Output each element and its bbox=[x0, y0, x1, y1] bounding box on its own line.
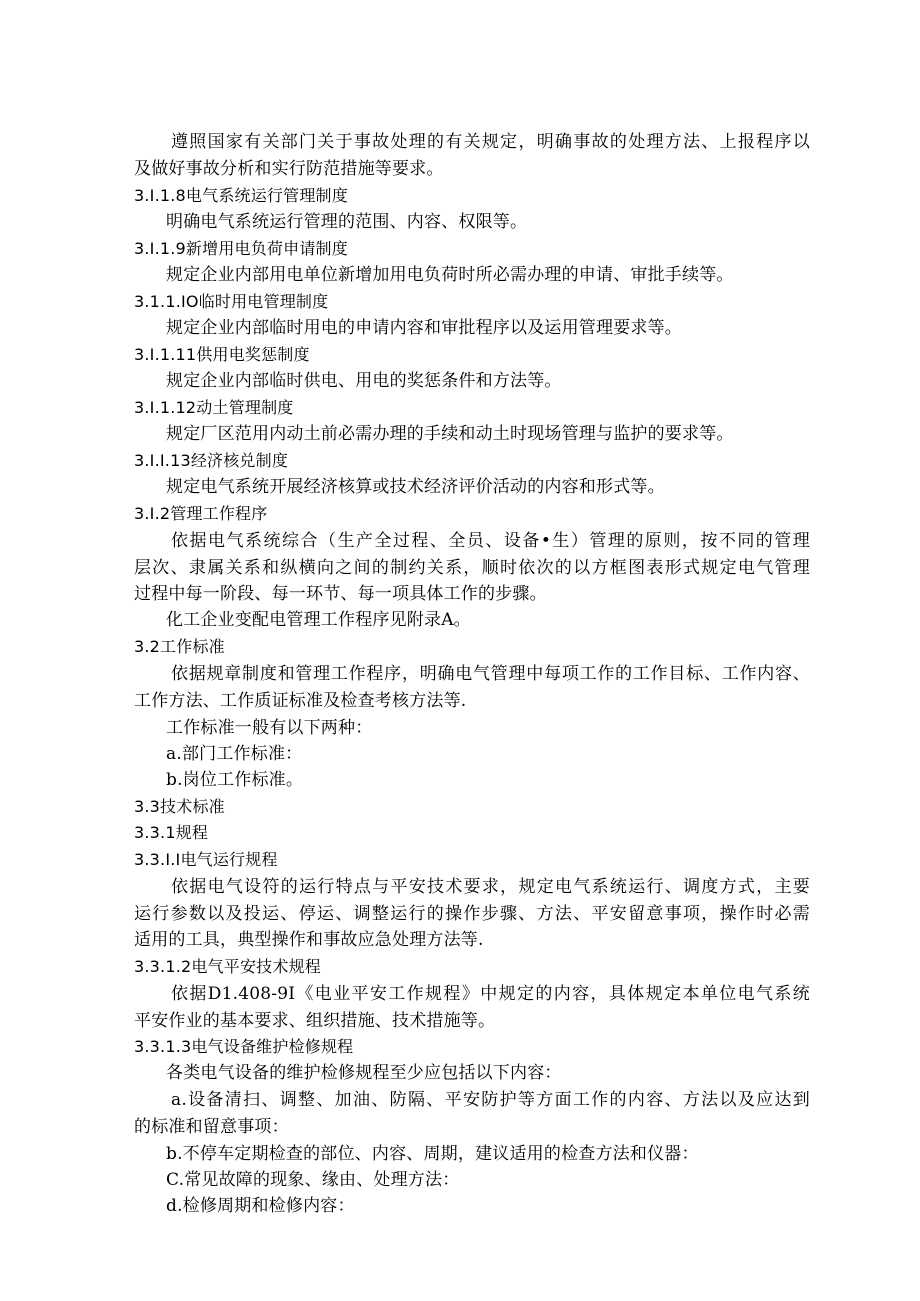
paragraph-line: 的标准和留意事项： bbox=[134, 1117, 289, 1137]
paragraph-line: 明确电气系统运行管理的范围、内容、权限等。 bbox=[166, 212, 528, 232]
section-heading: 3.1.1.IO临时用电管理制度 bbox=[134, 292, 329, 311]
paragraph-line: 依据D1.408-9I《电业平安工作规程》中规定的内容，具体规定本单位电气系统 bbox=[171, 984, 810, 1004]
paragraph-line: 规定企业内部临时供电、用电的奖惩条件和方法等。 bbox=[166, 371, 562, 391]
paragraph-line: 依据电气设符的运行特点与平安技术要求，规定电气系统运行、调度方式，主要 bbox=[171, 877, 810, 897]
list-item: d.检修周期和检修内容： bbox=[166, 1196, 355, 1216]
list-item: b.不停车定期检查的部位、内容、周期，建议适用的检查方法和仪器： bbox=[166, 1144, 699, 1164]
section-heading: 3.I.1.11供用电奖惩制度 bbox=[134, 345, 310, 364]
paragraph-line: 及做好事故分析和实行防范措施等要求。 bbox=[134, 159, 444, 179]
section-heading: 3.I.1.12动土管理制度 bbox=[134, 398, 294, 417]
section-heading: 3.I.I.13经济核兑制度 bbox=[134, 451, 289, 470]
paragraph-line: 依据电气系统综合（生产全过程、全员、设备•生）管理的原则，按不同的管理 bbox=[171, 531, 810, 551]
paragraph-line: 化工企业变配电管理工作程序见附录A。 bbox=[166, 610, 471, 630]
list-item: C.常见故障的现象、缘由、处理方法： bbox=[166, 1170, 460, 1190]
paragraph-line: 规定企业内部用电单位新增加用电负荷时所必需办理的申请、审批手续等。 bbox=[166, 265, 734, 285]
paragraph-line: 层次、隶属关系和纵横向之间的制约关系，顺时依次的以方框图表形式规定电气管理 bbox=[134, 558, 810, 578]
paragraph-line: 遵照国家有关部门关于事故处理的有关规定，明确事故的处理方法、上报程序以 bbox=[171, 132, 810, 152]
list-item: a.部门工作标准： bbox=[166, 744, 303, 764]
paragraph-line: 适用的工具，典型操作和事故应急处理方法等. bbox=[134, 930, 484, 950]
section-heading: 3.3.1.3电气设备维护检修规程 bbox=[134, 1037, 354, 1056]
paragraph-line: 规定电气系统开展经济核算或技术经济评价活动的内容和形式等。 bbox=[166, 477, 665, 497]
paragraph-line: 过程中每一阶段、每一环节、每一项具体工作的步骤。 bbox=[134, 584, 547, 604]
section-heading: 3.I.1.8电气系统运行管理制度 bbox=[134, 186, 348, 205]
section-heading: 3.2工作标准 bbox=[134, 637, 225, 656]
paragraph-line: 工作方法、工作质证标准及检查考核方法等. bbox=[134, 691, 467, 711]
paragraph-line: 规定企业内部临时用电的申请内容和审批程序以及运用管理要求等。 bbox=[166, 318, 682, 338]
paragraph-line: 依据规章制度和管理工作程序，明确电气管理中每项工作的工作目标、工作内容、 bbox=[171, 664, 810, 684]
section-heading: 3.3.I.I电气运行规程 bbox=[134, 850, 278, 869]
section-heading: 3.I.2管理工作程序 bbox=[134, 504, 268, 523]
list-item: a.设备清扫、调整、加油、防隔、平安防护等方面工作的内容、方法以及应达到 bbox=[171, 1090, 810, 1110]
paragraph-line: 工作标准一般有以下两种： bbox=[166, 718, 373, 738]
section-heading: 3.3.1.2电气平安技术规程 bbox=[134, 957, 321, 976]
section-heading: 3.I.1.9新增用电负荷申请制度 bbox=[134, 239, 348, 258]
paragraph-line: 运行参数以及投运、停运、调整运行的操作步骤、方法、平安留意事项，操作时必需 bbox=[134, 904, 810, 924]
list-item: b.岗位工作标准。 bbox=[166, 770, 304, 790]
paragraph-line: 规定厂区范用内动土前必需办理的手续和动土时现场管理与监护的要求等。 bbox=[166, 424, 734, 444]
section-heading: 3.3.1规程 bbox=[134, 823, 209, 842]
paragraph-line: 平安作业的基本要求、组织措施、技术措施等。 bbox=[134, 1011, 496, 1031]
section-heading: 3.3技术标准 bbox=[134, 797, 225, 816]
paragraph-line: 各类电气设备的维护检修规程至少应包括以下内容： bbox=[166, 1063, 562, 1083]
